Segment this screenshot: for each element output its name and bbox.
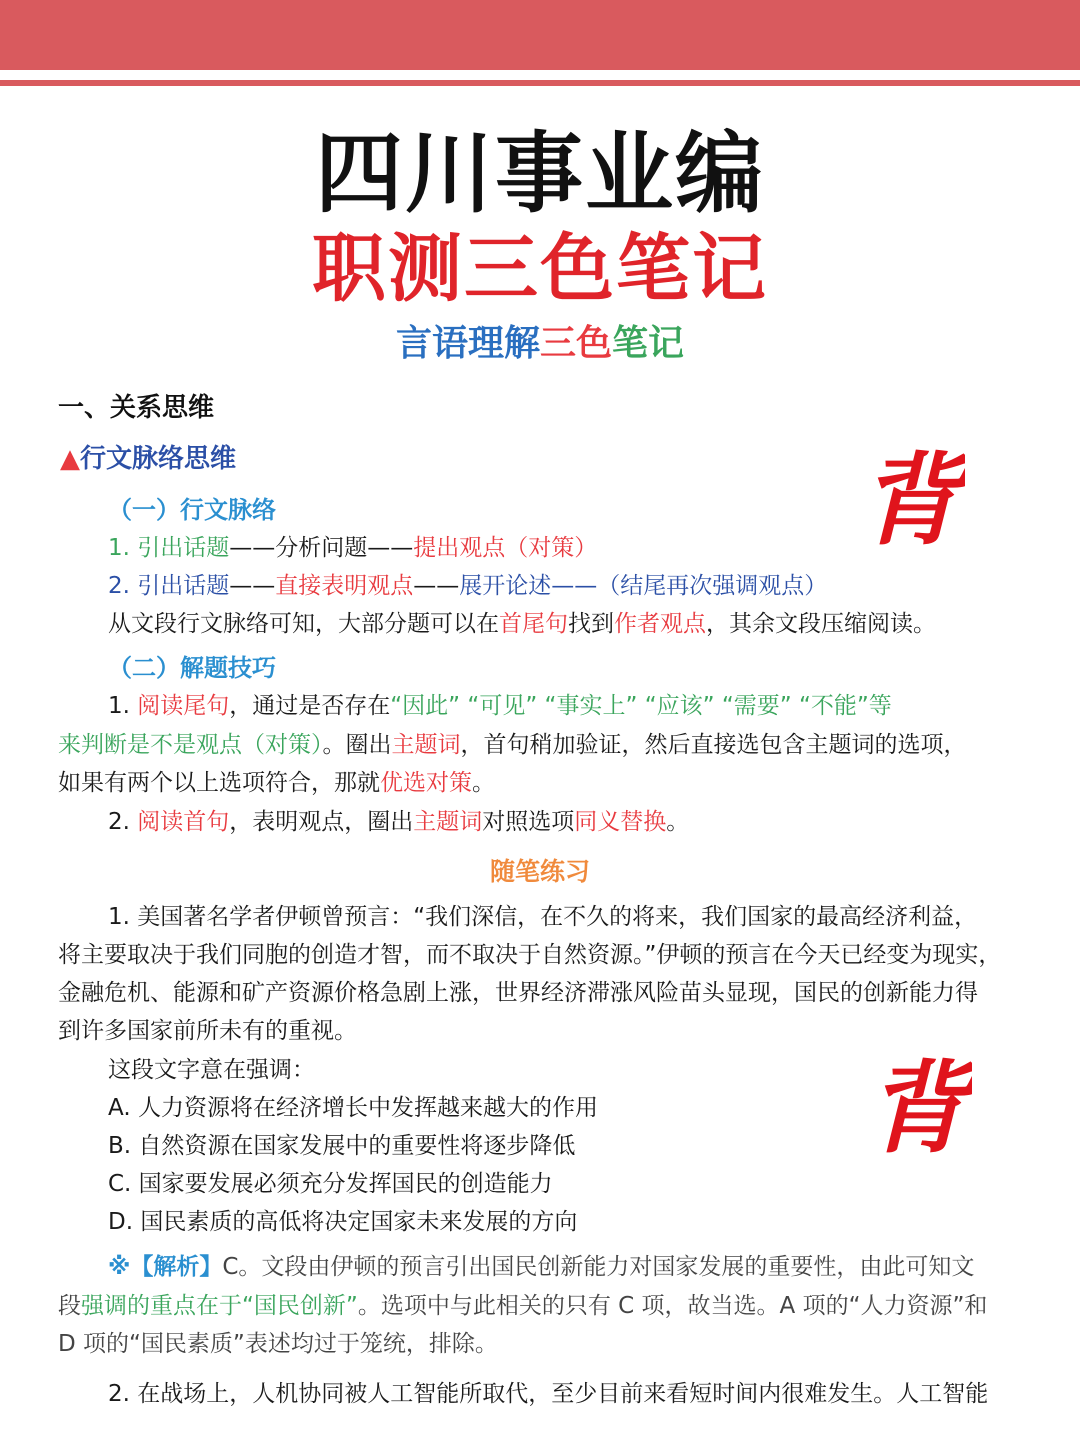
page-title: 四川事业编	[314, 121, 765, 225]
tip1-a: 1.	[108, 693, 138, 719]
tip-line-4	[108, 806, 689, 838]
tip3-c: 。	[472, 770, 495, 796]
section-heading: 一、关系思维	[58, 393, 215, 423]
title-part-3: 笔记	[612, 323, 685, 364]
q1-prompt: 这段文字意在强调：	[108, 1057, 315, 1083]
tip4-d: 主题词	[413, 809, 483, 835]
tip3-a: 如果有两个以上选项符合，那就	[58, 770, 380, 796]
tip-line-2	[58, 729, 967, 761]
tip2-a: 来判断是不是观点（对策）	[58, 732, 323, 758]
flow1-c: 提出观点（对策）	[413, 535, 598, 561]
triangle-icon: ▲	[60, 444, 80, 474]
flow2-c: 直接表明观点	[275, 573, 414, 599]
flow-line-1	[108, 532, 597, 564]
tip4-f: 同义替换	[574, 809, 667, 835]
q1-line-4: 到许多国家前所未有的重视。	[58, 1018, 357, 1044]
tip-line-1	[108, 690, 892, 722]
analysis-line-2	[58, 1290, 987, 1322]
tip4-b: 阅读首句	[137, 809, 230, 835]
analysis-line-1	[108, 1251, 974, 1283]
banner-underline	[0, 80, 1080, 86]
practice-heading: 随笔练习	[489, 857, 590, 886]
flow2-e: 展开论述——（结尾再次强调观点）	[459, 573, 828, 599]
flow-summary	[108, 608, 936, 640]
analysis-tag: ※【解析】	[108, 1254, 223, 1280]
q2-line-1: 2. 在战场上，人机协同被人工智能所取代，至少目前来看短时间内很难发生。人工智能	[108, 1381, 989, 1407]
tip1-c: ，通过是否存在	[229, 693, 391, 719]
part2-heading: （二）解题技巧	[108, 654, 276, 682]
summary-d: 作者观点	[614, 611, 706, 637]
summary-e: ，其余文段压缩阅读。	[706, 611, 936, 637]
tip2-c: 主题词	[391, 732, 461, 758]
tip1-d: “因此” “可见” “事实上” “应该” “需要” “不能”等	[390, 693, 892, 719]
top-banner	[0, 0, 1080, 70]
stamp-char-2: 背	[867, 1049, 967, 1158]
analysis-text-1: C。文段由伊顿的预言引出国民创新能力对国家发展的重要性，由此可知文	[222, 1254, 975, 1280]
title-part-1: 言语理解	[395, 323, 540, 364]
part1-heading: （一）行文脉络	[108, 496, 276, 524]
option-d: D. 国民素质的高低将决定国家未来发展的方向	[108, 1209, 578, 1235]
summary-a: 从文段行文脉络可知，大部分题可以在	[108, 611, 499, 637]
analysis-2c: 。选项中与此相关的只有 C 项，故当选。A 项的“人力资源”和	[357, 1293, 988, 1319]
flow2-d: ——	[413, 573, 460, 599]
section-title	[0, 318, 1080, 370]
recite-stamp-icon-2	[862, 1048, 972, 1158]
q1-line-2: 将主要取决于我们同胞的创造才智，而不取决于自然资源。”伊顿的预言在今天已经变为现实，	[58, 942, 1002, 968]
subsection-label: 行文脉络思维	[80, 444, 237, 474]
flow1-a: 1. 引出话题	[108, 535, 230, 561]
analysis-line-3: D 项的“国民素质”表述均过于笼统，排除。	[58, 1331, 498, 1357]
summary-c: 找到	[568, 611, 614, 637]
tip1-b: 阅读尾句	[137, 693, 230, 719]
tip4-a: 2.	[108, 809, 138, 835]
tip2-d: ，首句稍加验证，然后直接选包含主题词的选项，	[460, 732, 967, 758]
flow2-a: 2. 引出话题	[108, 573, 230, 599]
tip4-g: 。	[666, 809, 690, 835]
analysis-2b: 强调的重点在于“国民创新”	[81, 1293, 358, 1319]
title-part-2: 三色	[539, 323, 612, 364]
q1-line-1: 1. 美国著名学者伊顿曾预言：“我们深信，在不久的将来，我们国家的最高经济利益，	[108, 904, 978, 930]
tip3-b: 优选对策	[380, 770, 472, 796]
subsection-heading	[60, 443, 236, 475]
flow2-b: ——	[229, 573, 276, 599]
option-a: A. 人力资源将在经济增长中发挥越来越大的作用	[108, 1095, 598, 1121]
stamp-char: 背	[860, 441, 960, 550]
flow-line-2	[108, 570, 827, 602]
tip-line-3	[58, 767, 495, 799]
option-c: C. 国家要发展必须充分发挥国民的创造能力	[108, 1171, 553, 1197]
flow1-b: ——分析问题——	[229, 535, 414, 561]
recite-stamp-icon	[855, 440, 965, 550]
analysis-2a: 段	[58, 1293, 81, 1319]
summary-b: 首尾句	[499, 611, 568, 637]
tip2-b: 。圈出	[322, 732, 392, 758]
tip4-e: 对照选项	[482, 809, 575, 835]
q1-line-3: 金融危机、能源和矿产资源价格急剧上涨，世界经济滞涨风险苗头显现，国民的创新能力得	[58, 980, 978, 1006]
tip4-c: ，表明观点，圈出	[229, 809, 414, 835]
page-subtitle: 职测三色笔记	[312, 226, 768, 312]
option-b: B. 自然资源在国家发展中的重要性将逐步降低	[108, 1133, 576, 1159]
